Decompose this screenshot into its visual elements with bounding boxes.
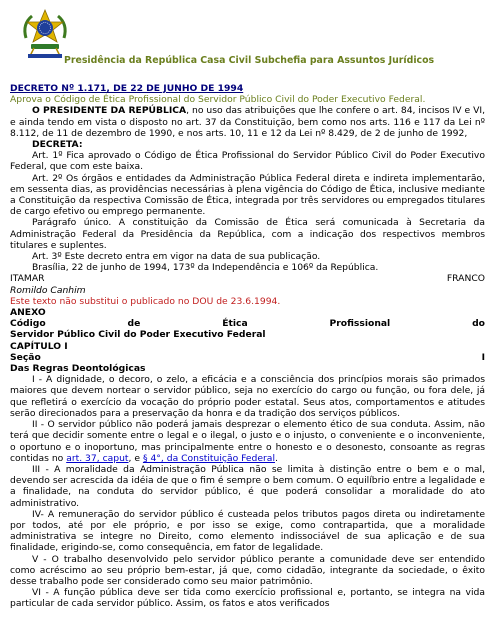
- decree-preamble: [10, 105, 485, 139]
- item-2: [10, 419, 485, 464]
- article-3: Art. 3º Este decreto entra em vigor na data de sua publicação.: [32, 251, 321, 263]
- code-word: Ética: [222, 318, 248, 330]
- link-art-37-caput[interactable]: art. 37, caput: [66, 452, 129, 464]
- item-2-end: .: [275, 452, 278, 464]
- decree-title: DECRETO Nº 1.171, DE 22 DE JUNHO DE 1994: [10, 83, 244, 94]
- section-heading: [10, 352, 485, 363]
- anexo-label: ANEXO: [10, 307, 46, 319]
- code-word: do: [472, 318, 485, 330]
- signature-left: ITAMAR: [10, 273, 45, 285]
- header-title: Presidência da República Casa Civil Subchefia para Assuntos Jurídicos: [64, 55, 435, 66]
- article-2-paragraph: Parágrafo único. A constituição da Comissão de Ética será comunicada à Secretaria da Administração Federal da Presidência da República, com a indicação dos respectivos membros titulares e suplentes.: [10, 217, 485, 251]
- section-label: Seção: [10, 351, 41, 363]
- item-2-mid: , e: [128, 452, 143, 464]
- document-page: [10, 0, 485, 610]
- brazil-coat-of-arms-icon: [20, 8, 70, 60]
- item-6: VI - A função pública deve ser tida como exercício profissional e, portanto, se integra na vida particular de cada servidor público. Assim, os fatos e atos verificados: [10, 587, 485, 610]
- item-3: III - A moralidade da Administração Pública não se limita à distinção entre o bem e o mal, devendo ser acrescida da idéia de que o fim é sempre o bem comum. O equilíbrio entre a legalidade e a finalidade, na conduta do servidor público, é que poderá consolidar a moralidade do ato administrativo.: [10, 463, 485, 509]
- code-word: Código: [10, 318, 46, 330]
- code-title-line-2: Servidor Público Civil do Poder Executivo Federal: [10, 329, 266, 341]
- item-2-text: II - O servidor público não poderá jamais desprezar o elemento ético de sua conduta. Assim, não terá que decidir somente entre o legal e o ilegal, o justo e o injusto, o conveniente e o inconveniente, o oportuno e o inoportuno, mas principalmente entre o honesto e o desonesto, consoante as regras contidas no: [10, 419, 485, 464]
- article-2: Art. 2º Os órgãos e entidades da Administração Pública Federal direta e indireta implementarão, em sessenta dias, as providências necessárias à plena vigência do Código de Ética, inclusive mediante a Constituição da respectiva Comissão de Ética, integrada por três servidores ou empregados titulares de cargo efetivo ou emprego permanente.: [10, 172, 485, 218]
- signature-name: Romildo Canhim: [10, 284, 86, 296]
- article-1: Art. 1º Fica aprovado o Código de Ética Profissional do Servidor Público Civil do Poder Executivo Federal, que com este baixa.: [10, 150, 485, 173]
- preamble-bold: O PRESIDENTE DA REPÚBLICA: [32, 105, 187, 117]
- signature-right: FRANCO: [446, 273, 485, 285]
- code-title-line-1: [10, 318, 485, 329]
- item-4: IV- A remuneração do servidor público é custeada pelos tributos pagos direta ou indiretamente por todos, até por ele próprio, e por isso se exige, como contrapartida, que a moralidade administrativa se integre no Direito, como elemento indissociável de sua aplicação e de sua finalidade, erigindo-se, como consequência, em fator de legalidade.: [10, 508, 485, 554]
- code-word: Profissional: [329, 318, 391, 330]
- publication-notice: Este texto não substitui o publicado no DOU de 23.6.1994.: [10, 295, 281, 307]
- decreta-heading: DECRETA:: [32, 139, 83, 151]
- section-number: I: [481, 351, 485, 363]
- date-place: Brasília, 22 de junho de 1994, 173º da Independência e 106º da República.: [32, 262, 379, 274]
- preamble-rest: , no uso das atribuições que lhe confere o art. 84, incisos IV e VI, e ainda tendo em vista o disposto no art. 37 da Constituição, bem como nos arts. 116 e 117 da Lei nº 8.112, de 11 de dezembro de 1990, e nos arts. 10, 11 e 12 da Lei nº 8.429, de 2 de junho de 1992,: [10, 105, 485, 139]
- code-word: de: [127, 318, 141, 330]
- chapter-heading: CAPÍTULO I: [10, 340, 68, 352]
- item-5: V - O trabalho desenvolvido pelo servidor público perante a comunidade deve ser entendido como acréscimo ao seu próprio bem-estar, já que, como cidadão, integrante da sociedade, o êxito desse trabalho pode ser considerado como seu maior patrimônio.: [10, 553, 485, 587]
- item-1: I - A dignidade, o decoro, o zelo, a eficácia e a consciência dos princípios morais são primados maiores que devem nortear o servidor público, seja no exercício do cargo ou função, ou fora dele, já que refletirá o exercício da vocação do próprio poder estatal. Seus atos, comportamentos e atitudes serão direcionados para a preservação da honra e da tradição dos serviços públicos.: [10, 374, 485, 419]
- link-constituicao-federal[interactable]: § 4°, da Constituição Federal: [142, 452, 275, 464]
- decree-ementa: Aprova o Código de Ética Profissional do Servidor Público Civil do Poder Executivo Federal.: [10, 94, 426, 106]
- rules-title: Das Regras Deontológicas: [10, 363, 146, 375]
- signature-line: [10, 273, 485, 284]
